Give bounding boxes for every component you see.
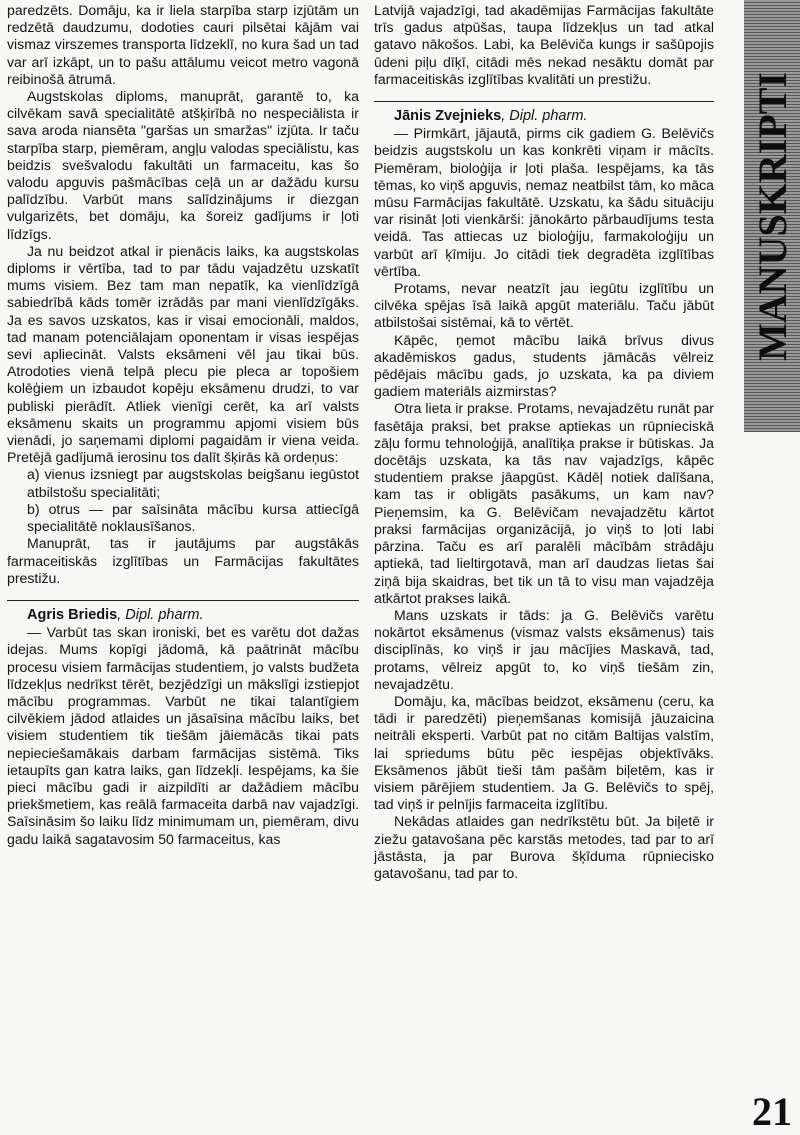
page-number: 21 — [752, 1089, 792, 1134]
list-item: b) otrus — par saīsināta mācību kursa attiecīgā specialitātē noklausīšanos. — [27, 500, 359, 535]
author-byline — [7, 607, 359, 624]
section-label: MANUSKRIPTI — [749, 71, 795, 361]
author-name: Agris Briedis — [27, 606, 118, 623]
section-sidebar — [744, 0, 800, 432]
paragraph: — Pirmkārt, jājautā, pirms cik gadiem G. Belēvičs beidzis augstskolu un kas konkrēti viņam ir mācīts. Piemēram, bioloģija ir ļoti plaša. Iespējams, ka tās tēmas, ko viņš apguvis, nemaz neatbilst tām, ko māca mūsu Farmācijas fakultātē. Uzskatu, ka šādu situāciju var risināt ļoti vienkārši: jānokārto pārbaudījums testa veidā. Tas attiecas uz bioloģiju, farmakoloģiju un varbūt arī ķīmiju. Jo citādi tiek degradēta izglītības vērtība. — [374, 125, 714, 279]
author-byline — [374, 108, 714, 125]
paragraph: Kāpēc, ņemot mācību laikā brīvus divus akadēmiskos gadus, students jāmācās vēlreiz pēdējais mācību gads, jo uzskata, ka pa diviem gadiem materiāls aizmirstas? — [374, 331, 714, 400]
paragraph: — Varbūt tas skan ironiski, bet es varētu dot dažas idejas. Mums kopīgi jādomā, kā paātrināt mācību procesu visiem farmācijas studentiem, jo valsts budžeta līdzekļus nedrīkst tērēt, bezjēdzīgi un mākslīgi izstiepjot mācību programmas. Varbūt ne tikai talantīgiem cilvēkiem jādod atlaides un jāsaīsina mācību laiks, bet visiem studentiem tik tiešām jāiemācās tikai pats nepieciešamākais darbam farmācijas sistēmā. Tiks ietaupīts gan katra laiks, gan līdzekļi. Iespējams, ka šie pieci mācību gadi ir aizpildīti ar dažādiem mācību priekšmetiem, kas reālā farmaceita darbā nav vajadzīgi. Saīsināsim šo laiku līdz minimumam un, piemēram, divu gadu laikā sagatavosim 50 farmaceitus, kas — [7, 624, 359, 847]
paragraph: paredzēts. Domāju, ka ir liela starpība starp izjūtām un redzētā daudzumu, dodoties cauri pilsētai kājām vai vismaz virszemes transporta līdzeklī, no kura šad un tad var arī izkāpt, un to pašu attālumu veicot metro vagonā reibinošā ātrumā. — [7, 2, 359, 87]
paragraph: Mans uzskats ir tāds: ja G. Belēvičs varētu nokārtot eksāmenus (vismaz valsts eksāmenus) tais disciplīnās, ko viņš ir jau mācījies Maskavā, tad, protams, vēlreiz apgūt to, ko viņš tiešām zin, nevajadzētu. — [374, 606, 714, 692]
paragraph: Protams, nevar neatzīt jau iegūtu izglītību un cilvēka spējas īsā laikā apgūt materiālu. Taču jābūt atbilstošai sistēmai, kā to vērtēt. — [374, 280, 714, 331]
author-title: , Dipl. pharm. — [117, 606, 204, 623]
left-column — [7, 2, 359, 848]
paragraph: Manuprāt, tas ir jautājums par augstākās farmaceitiskās izglītības un Farmācijas fakultātes prestižu. — [7, 535, 359, 586]
paragraph: Domāju, ka, mācības beidzot, eksāmenu (ceru, ka tādi ir paredzēti) pieņemšanas komisijā jāuzaicina neitrāli eksperti. Varbūt pat no citām Baltijas valstīm, lai spriedums būtu pēc iespējas objektīvāks. Eksāmenos jābūt tieši tām pašām biļetēm, kas ir visiem pārējiem studentiem. Ja G. Belēvičs to spēj, tad viņš ir pelnījis farmaceita izglītību. — [374, 692, 714, 813]
section-divider — [7, 600, 359, 601]
paragraph: Ja nu beidzot atkal ir pienācis laiks, ka augstskolas diploms ir vērtība, tad to par tādu vajadzētu uzskatīt mums visiem. Bez tam man nepatīk, ka vienlīdzīgā sabiedrībā kāds tomēr izrādās par mani vienlīdzīgāks. Ja es savos uzskatos, kas ir visai emocionāli, maldos, tad manam potenciālajam oponentam ir visas iespējas sevi apliecināt. Valsts eksāmeni vēl jau tikai būs. Atrodoties vienā telpā plecu pie pleca ar topošiem kolēģiem un izbaudot kopēju eksāmenu drudzi, to var publiski pierādīt. Atliek vienīgi cerēt, ka arī valsts eksāmenu skaits un programmu apjomi visiem būs vienādi, jo saņemami diplomi pagaidām ir viena veida. Pretējā gadījumā ierosinu tos dalīt šķirās kā ordeņus: — [7, 242, 359, 466]
paragraph: Augstskolas diploms, manuprāt, garantē to, ka cilvēkam savā specialitātē atšķirībā no nespeciālista ir sava aroda niansēta "garšas un smaržas" izjūta. Ir taču starpība starp, piemēram, angļu valodas speciālistu, kas beidzis svešvalodu fakultāti un farmaceitu, kas šo valodu apguvis pašmācības ceļā un ar dažādu kursu palīdzību. Varbūt mans salīdzinājums ir diezgan vulgarizēts, bet domāju, ka šoreiz gadījums ir ļoti līdzīgs. — [7, 88, 359, 242]
paragraph: Otra lieta ir prakse. Protams, nevajadzētu runāt par fasētāja praksi, bet prakse aptiekas un rūpnieciskā zāļu formu tehnoloģijā, analītiķa prakse ir būtiskas. Ja docētājs uzskata, ka tās nav vajadzīgs, kāpēc studentiem prakse jāapgūst. Kādēļ notiek dalīšana, kam tas ir obligāts pasākums, un kam nav? Pieņemsim, ka G. Belēvičam nevajadzētu kārtot praksi farmācijas organizācijā, jo viņš to ļoti labi pārzina. Taču es arī paralēli mācībām strādāju aptiekā, tad lieltirgotavā, man arī daudzas lietas šai ziņā bija skaidras, bet tik un tā to visu man vajadzēja atkārtot prakses laikā. — [374, 400, 714, 606]
section-divider — [374, 101, 714, 102]
author-title: , Dipl. pharm. — [501, 108, 588, 125]
paragraph: Nekādas atlaides gan nedrīkstētu būt. Ja biļetē ir ziežu gatavošana pēc karstās metodes, tad par to arī jāstāsta, ja par Burova šķīduma rūpniecisko gatavošanu, tad par to. — [374, 813, 714, 881]
right-column — [374, 2, 714, 882]
author-name: Jānis Zvejnieks — [394, 108, 502, 125]
list-item: a) vienus izsniegt par augstskolas beigšanu iegūstot atbilstošu specialitāti; — [27, 466, 359, 500]
paragraph: Latvijā vajadzīgi, tad akadēmijas Farmācijas fakultāte trīs gadus atpūšas, taupa līdzekļus un tad atkal gatavo nākošos. Labi, ka Belēviča kungs ir sašūpojis ūdeni piļu dīķī, citādi mēs nekad nesāktu domāt par farmaceitiskās izglītības kvalitāti un prestižu. — [374, 2, 714, 87]
